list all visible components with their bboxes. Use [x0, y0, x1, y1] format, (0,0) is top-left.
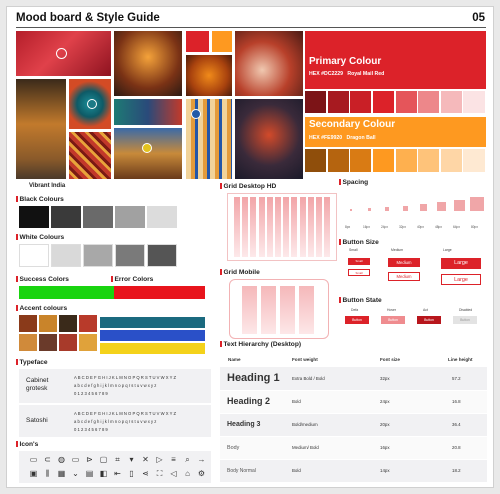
table-row — [220, 367, 487, 390]
font-sample-lowercase: a b c d e f g h i j k l m n o p q r s t u v w x y z — [74, 383, 157, 388]
large-button-outline[interactable]: Large — [441, 274, 481, 285]
button-state-label: Disabled — [459, 308, 473, 312]
button-state-panel — [341, 308, 487, 338]
table-header-name: Name — [228, 357, 241, 362]
arrow-right-icon: → — [197, 455, 206, 464]
globe-icon: ◍ — [58, 455, 65, 464]
image-statue — [186, 55, 232, 96]
hierarchy-line-height: 57.2 — [452, 376, 461, 381]
grid-column — [259, 197, 265, 257]
accent-colour-bar — [100, 317, 205, 328]
font-sample-digits: 0 1 2 3 4 5 6 7 8 9 — [74, 427, 108, 432]
accent-image — [79, 334, 97, 351]
spacing-label: 8px — [345, 225, 351, 229]
small-button-outline[interactable]: Small — [348, 269, 370, 276]
accent-bars — [100, 317, 205, 355]
font-name: Satoshi — [26, 417, 48, 424]
expand-icon: ⌗ — [115, 455, 120, 464]
primary-colour-hex: HEX #DC2229 Royal Mail Red — [309, 71, 385, 77]
state-button[interactable]: Button — [345, 316, 369, 324]
colour-tint-swatch — [350, 91, 371, 113]
colour-tint-swatch — [418, 149, 439, 172]
chevron-down-icon: ▾ — [129, 455, 134, 464]
grid-mobile-title: Grid Mobile — [220, 269, 260, 276]
medium-button-outline[interactable]: Medium — [388, 272, 420, 281]
colour-tint-swatch — [441, 91, 462, 113]
hierarchy-size: 20px — [380, 422, 390, 427]
grid-desktop-title: Grid Desktop HD — [220, 183, 276, 190]
font-sample-uppercase: A B C D E F G H I J K L M N O P Q R S T U V W X Y Z — [74, 375, 177, 380]
size-col-small: Small — [349, 248, 358, 252]
video-icon: ▢ — [99, 455, 108, 464]
mobile-column — [299, 286, 314, 334]
medium-button-filled[interactable]: Medium — [388, 258, 420, 267]
image-tiger — [16, 79, 66, 179]
grid-column — [291, 197, 297, 257]
mobile-column — [242, 286, 257, 334]
accent-image — [39, 334, 57, 351]
colour-tint-swatch — [328, 149, 349, 172]
link-icon: ⊂ — [44, 455, 51, 464]
hierarchy-name: Body — [227, 445, 240, 451]
image-orange-square — [212, 31, 232, 52]
table-row — [220, 460, 487, 482]
hierarchy-size: 32px — [380, 376, 390, 381]
success-color-swatch — [19, 286, 114, 299]
primary-colour-title: Primary Colour — [309, 56, 382, 67]
spacing-block — [454, 200, 465, 211]
page-number: 05 — [472, 12, 485, 24]
typeface-title: Typeface — [16, 359, 48, 366]
accent-colour-bar — [100, 343, 205, 354]
spacing-block — [385, 207, 389, 211]
colour-tint-swatch — [418, 91, 439, 113]
arrow-left-icon: ⇤ — [114, 469, 121, 478]
grid-column — [283, 197, 289, 257]
button-state-label: Act — [423, 308, 428, 312]
color-pick-circle — [142, 143, 152, 153]
grid-mobile-preview — [229, 279, 329, 339]
hierarchy-name: Heading 2 — [227, 396, 271, 406]
save-icon: ▤ — [85, 469, 94, 478]
color-pick-circle — [87, 99, 97, 109]
size-col-medium: Medium — [391, 248, 404, 252]
image-icon: ▣ — [29, 469, 38, 478]
colour-tint-swatch — [305, 149, 326, 172]
colour-tint-swatch — [350, 149, 371, 172]
hierarchy-size: 24px — [380, 399, 390, 404]
white-colours-title: White Colours — [16, 234, 64, 241]
colour-tint-swatch — [441, 149, 462, 172]
document-icon: ▯ — [129, 469, 134, 478]
spacing-label: 32px — [399, 225, 406, 229]
error-color-swatch — [114, 286, 205, 299]
moodboard — [16, 31, 303, 179]
close-icon: ✕ — [142, 455, 149, 464]
grid-icon: ▦ — [57, 469, 66, 478]
button-size-panel — [341, 248, 487, 294]
colour-swatch — [83, 206, 113, 228]
focus-icon: ⛶ — [156, 469, 163, 478]
settings-icon: ⚙ — [197, 469, 206, 478]
secondary-colour-card — [305, 117, 486, 147]
hierarchy-weight: Extra Bold / Bold — [292, 376, 325, 381]
colour-swatch — [115, 244, 145, 267]
colour-swatch — [147, 206, 177, 228]
colour-swatch — [83, 244, 113, 267]
header-divider — [16, 27, 486, 28]
font-sample-lowercase: a b c d e f g h i j k l m n o p q r s t u v w x y z — [74, 419, 157, 424]
black-swatches — [19, 206, 179, 228]
spacing-label: 64px — [453, 225, 460, 229]
colour-tint-swatch — [463, 149, 484, 172]
white-swatches — [19, 244, 179, 267]
accent-image — [59, 315, 77, 332]
accent-image — [79, 315, 97, 332]
accent-image — [19, 334, 37, 351]
text-hierarchy-title: Text Hierarchy (Desktop) — [220, 341, 301, 348]
spacing-scale — [341, 189, 487, 233]
accent-images — [19, 315, 97, 351]
color-pick-circle — [56, 48, 67, 59]
error-colors-title: Error Colors — [111, 276, 153, 283]
spacing-label: 80px — [471, 225, 478, 229]
image-icon: ▭ — [29, 455, 38, 464]
table-row — [220, 391, 487, 413]
colour-swatch — [51, 244, 81, 267]
font-sample-uppercase: A B C D E F G H I J K L M N O P Q R S T U V W X Y Z — [74, 411, 177, 416]
image-red-fabric — [16, 31, 111, 76]
hierarchy-name: Body Normal — [227, 468, 256, 474]
spacing-label: 16px — [363, 225, 370, 229]
accent-image — [59, 334, 77, 351]
state-button[interactable]: Button — [453, 316, 477, 324]
play-icon: ⊳ — [86, 455, 93, 464]
hierarchy-size: 16px — [380, 445, 390, 450]
grid-column — [316, 197, 322, 257]
secondary-colour-title: Secondary Colour — [309, 119, 396, 130]
table-header-weight: Font weight — [292, 357, 318, 362]
volume-icon: ◁ — [170, 469, 177, 478]
page-title: Mood board & Style Guide — [16, 12, 160, 24]
brand-label: Vibrant India — [29, 183, 66, 189]
monitor-icon: ▭ — [71, 455, 80, 464]
secondary-colour-hex: HEX #FE9920 Dragon Ball — [309, 135, 376, 141]
spacing-label: 40px — [417, 225, 424, 229]
spacing-block — [350, 209, 352, 211]
spacing-label: 48px — [435, 225, 442, 229]
font-sample-digits: 0 1 2 3 4 5 6 7 8 9 — [74, 391, 108, 396]
grid-column — [234, 197, 240, 257]
spacing-block — [437, 202, 446, 211]
small-button-filled[interactable]: Small — [348, 258, 370, 265]
menu-icon: ≡ — [171, 455, 176, 464]
image-peacock-dark — [235, 99, 303, 179]
color-pick-circle — [191, 109, 201, 119]
gallery-icon: ◧ — [99, 469, 108, 478]
mobile-column — [280, 286, 295, 334]
grid-column — [300, 197, 306, 257]
hierarchy-weight: Bold — [292, 468, 301, 473]
grid-column — [308, 197, 314, 257]
colour-tint-swatch — [373, 149, 394, 172]
black-colours-title: Black Colours — [16, 196, 64, 203]
colour-tint-swatch — [463, 91, 484, 113]
hierarchy-size: 14px — [380, 468, 390, 473]
table-row — [220, 437, 487, 459]
button-state-label: Defa — [351, 308, 359, 312]
large-button-filled[interactable]: Large — [441, 258, 481, 269]
accent-image — [39, 315, 57, 332]
table-header-line-height: Line height — [448, 357, 473, 362]
spacing-block — [420, 204, 427, 211]
icons-title: Icon's — [16, 441, 38, 448]
mobile-column — [261, 286, 276, 334]
text-hierarchy-table — [220, 353, 487, 485]
primary-tints — [305, 91, 486, 113]
button-size-title: Button Size — [339, 239, 379, 246]
table-row — [220, 414, 487, 436]
columns-icon: ⫼ — [45, 469, 50, 478]
secondary-tints — [305, 149, 486, 172]
colour-tint-swatch — [305, 91, 326, 113]
colour-tint-swatch — [373, 91, 394, 113]
image-festival — [235, 31, 303, 96]
colour-tint-swatch — [396, 149, 417, 172]
spacing-block — [470, 197, 484, 211]
spacing-title: Spacing — [339, 179, 368, 186]
hierarchy-line-height: 36.4 — [452, 422, 461, 427]
colour-swatch — [147, 244, 177, 267]
size-col-large: Large — [443, 248, 452, 252]
colour-swatch — [19, 244, 49, 267]
accent-colour-bar — [100, 330, 205, 341]
icon-set — [19, 451, 211, 483]
chevron-down-icon: ⌄ — [72, 469, 79, 478]
colour-swatch — [51, 206, 81, 228]
image-blue-tile — [186, 99, 232, 179]
play-icon: ▷ — [156, 455, 163, 464]
image-market — [114, 31, 182, 96]
success-colors-title: Success Colors — [16, 276, 69, 283]
colour-tint-swatch — [396, 91, 417, 113]
grid-desktop-preview — [227, 193, 337, 261]
spacing-label: 24px — [381, 225, 388, 229]
hierarchy-weight: Bold/medium — [292, 422, 318, 427]
button-state-title: Button State — [339, 297, 382, 304]
accent-image — [19, 315, 37, 332]
hierarchy-line-height: 16.8 — [452, 399, 461, 404]
style-guide-board — [6, 6, 494, 488]
share-icon: ⋖ — [142, 469, 149, 478]
primary-colour-card — [305, 31, 486, 89]
grid-column — [242, 197, 248, 257]
colour-swatch — [115, 206, 145, 228]
hierarchy-weight: Bold — [292, 399, 301, 404]
search-icon: ⌕ — [185, 455, 190, 464]
hierarchy-line-height: 18.2 — [452, 468, 461, 473]
typeface-card-2 — [19, 405, 211, 437]
table-header-size: Font size — [380, 357, 400, 362]
image-pattern — [69, 132, 111, 179]
spacing-block — [403, 206, 408, 211]
image-city — [114, 128, 182, 179]
accent-colours-title: Accent colours — [16, 305, 67, 312]
colour-swatch — [19, 206, 49, 228]
state-button[interactable]: Button — [417, 316, 441, 324]
colour-tint-swatch — [328, 91, 349, 113]
image-temple — [114, 99, 182, 125]
image-peacock — [69, 79, 111, 129]
image-red-square — [186, 31, 209, 52]
spacing-block — [368, 208, 371, 211]
hierarchy-weight: Medium/ Bold — [292, 445, 319, 450]
grid-column — [267, 197, 273, 257]
home-icon: ⌂ — [185, 469, 190, 478]
grid-column — [275, 197, 281, 257]
typeface-card-1 — [19, 369, 211, 403]
hierarchy-name: Heading 3 — [227, 421, 261, 428]
grid-column — [324, 197, 330, 257]
state-button[interactable]: Button — [381, 316, 405, 324]
grid-column — [250, 197, 256, 257]
hierarchy-name: Heading 1 — [227, 372, 280, 384]
button-state-label: Hover — [387, 308, 397, 312]
hierarchy-line-height: 20.8 — [452, 445, 461, 450]
font-name: Cabinet grotesk — [26, 377, 49, 392]
